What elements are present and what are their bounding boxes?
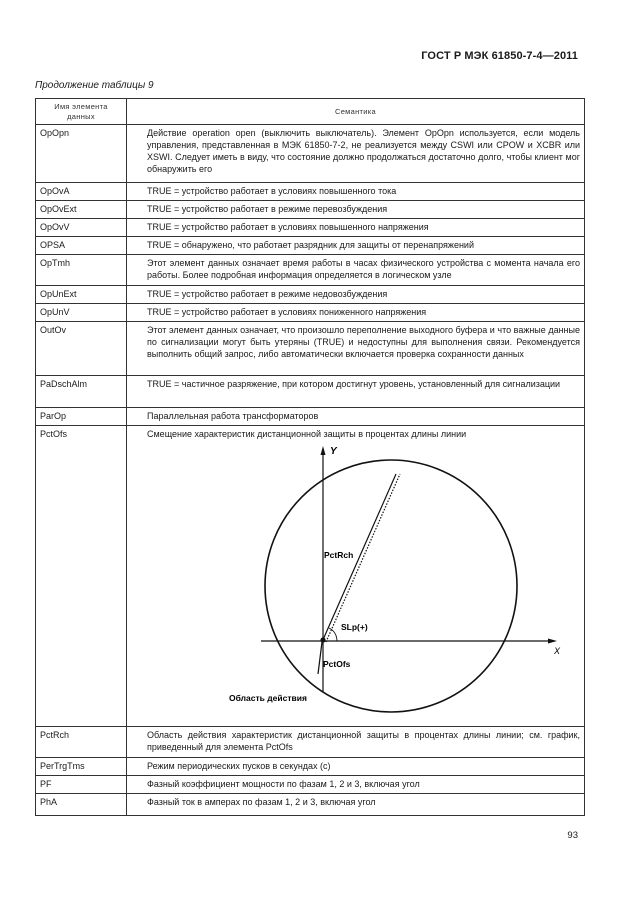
row-name: PctRch <box>36 727 127 758</box>
row-name: OPSA <box>36 237 127 255</box>
x-axis-arrow <box>548 639 557 644</box>
table-row <box>36 776 585 794</box>
table-row <box>36 794 585 816</box>
table-caption: Продолжение таблицы 9 <box>35 80 154 91</box>
row-name: PhA <box>36 794 127 816</box>
y-axis-arrow <box>321 446 326 455</box>
distance-protection-diagram <box>131 440 580 726</box>
characteristic-circle <box>265 460 517 712</box>
table-row <box>36 322 585 376</box>
pctrch-label: PctRch <box>324 550 354 560</box>
row-semantics: Смещение характеристик дистанционной защиты в процентах длины линии <box>147 429 467 439</box>
table-row <box>36 255 585 286</box>
document-header: ГОСТ Р МЭК 61850-7-4—2011 <box>421 50 578 62</box>
row-name: OpUnExt <box>36 286 127 304</box>
row-name: OpOvExt <box>36 201 127 219</box>
origin-point <box>320 637 325 642</box>
row-semantics: Этот элемент данных означает, что произошло переполнение выходного буфера и что важные данные по сигнализации могут быть утеряны (TRUE) и недоступны для выполнения связи. Рекомендуется выполнить общий запрос, либо автоматически включается проверка сохранности данных <box>147 325 580 359</box>
row-semantics: Фазный коэффициент мощности по фазам 1, 2 и 3, включая угол <box>147 779 420 789</box>
row-semantics: TRUE = обнаружено, что работает разрядник для защиты от перенапряжений <box>147 240 474 250</box>
row-name: PctOfs <box>36 426 127 727</box>
row-name: OpTmh <box>36 255 127 286</box>
row-name: OutOv <box>36 322 127 376</box>
offset-segment <box>318 642 322 674</box>
table-row <box>36 727 585 758</box>
row-semantics: TRUE = частичное разряжение, при котором достигнут уровень, установленный для сигнализации <box>147 379 561 389</box>
row-semantics: Действие operation open (выключить выключатель). Элемент OpOpn используется, если модель управления, представленная в МЭК 61850-7-2, не реализуется между CSWI или CPOW и XCBR или XSWI. Следует иметь в виду, что состояние должно продолжаться достаточно долго, чтобы клиент мог обнаружить его <box>147 128 580 174</box>
table-row <box>36 286 585 304</box>
row-name: OpOvA <box>36 183 127 201</box>
row-name: PerTrgTms <box>36 758 127 776</box>
diagram-svg <box>131 440 581 726</box>
row-semantics: TRUE = устройство работает в условиях пониженного напряжения <box>147 307 427 317</box>
row-name: PaDschAlm <box>36 376 127 408</box>
row-semantics: Режим периодических пусков в секундах (с) <box>147 761 331 771</box>
table-row <box>36 304 585 322</box>
row-semantics: Область действия характеристик дистанционной защиты в процентах длины линии; см. график, приведенный для элемента PctOfs <box>147 730 580 752</box>
row-name: OpOvV <box>36 219 127 237</box>
row-semantics: TRUE = устройство работает в режиме недовозбуждения <box>147 289 388 299</box>
slp-label: SLp(+) <box>341 622 368 632</box>
table-row <box>36 426 585 727</box>
table-row <box>36 125 585 183</box>
data-objects-table <box>35 98 585 816</box>
table-row <box>36 376 585 408</box>
row-name: OpOpn <box>36 125 127 183</box>
x-axis-label: X <box>554 646 561 656</box>
table-row <box>36 201 585 219</box>
table-row <box>36 237 585 255</box>
column-header-name: Имя элемента данных <box>36 99 127 125</box>
table-row <box>36 758 585 776</box>
row-semantics: TRUE = устройство работает в условиях повышенного тока <box>147 186 397 196</box>
row-semantics: TRUE = устройство работает в условиях повышенного напряжения <box>147 222 429 232</box>
row-semantics: Этот элемент данных означает время работы в часах физического устройства с момента начала его работы. Более подробная информация определяется в логическом узле <box>147 258 580 280</box>
row-name: PF <box>36 776 127 794</box>
angle-arc <box>329 628 337 641</box>
page-number: 93 <box>567 830 578 841</box>
pctofs-label: PctOfs <box>323 659 351 669</box>
table-row <box>36 219 585 237</box>
row-name: OpUnV <box>36 304 127 322</box>
row-name: ParOp <box>36 408 127 426</box>
table-row <box>36 408 585 426</box>
row-semantics: Фазный ток в амперах по фазам 1, 2 и 3, включая угол <box>147 797 376 807</box>
y-axis-label: Y <box>330 446 337 457</box>
figure-caption: Область действия <box>229 693 307 703</box>
row-semantics: Параллельная работа трансформаторов <box>147 411 319 421</box>
table-row <box>36 183 585 201</box>
column-header-semantics: Семантика <box>127 99 585 125</box>
row-semantics: TRUE = устройство работает в режиме перевозбуждения <box>147 204 388 214</box>
